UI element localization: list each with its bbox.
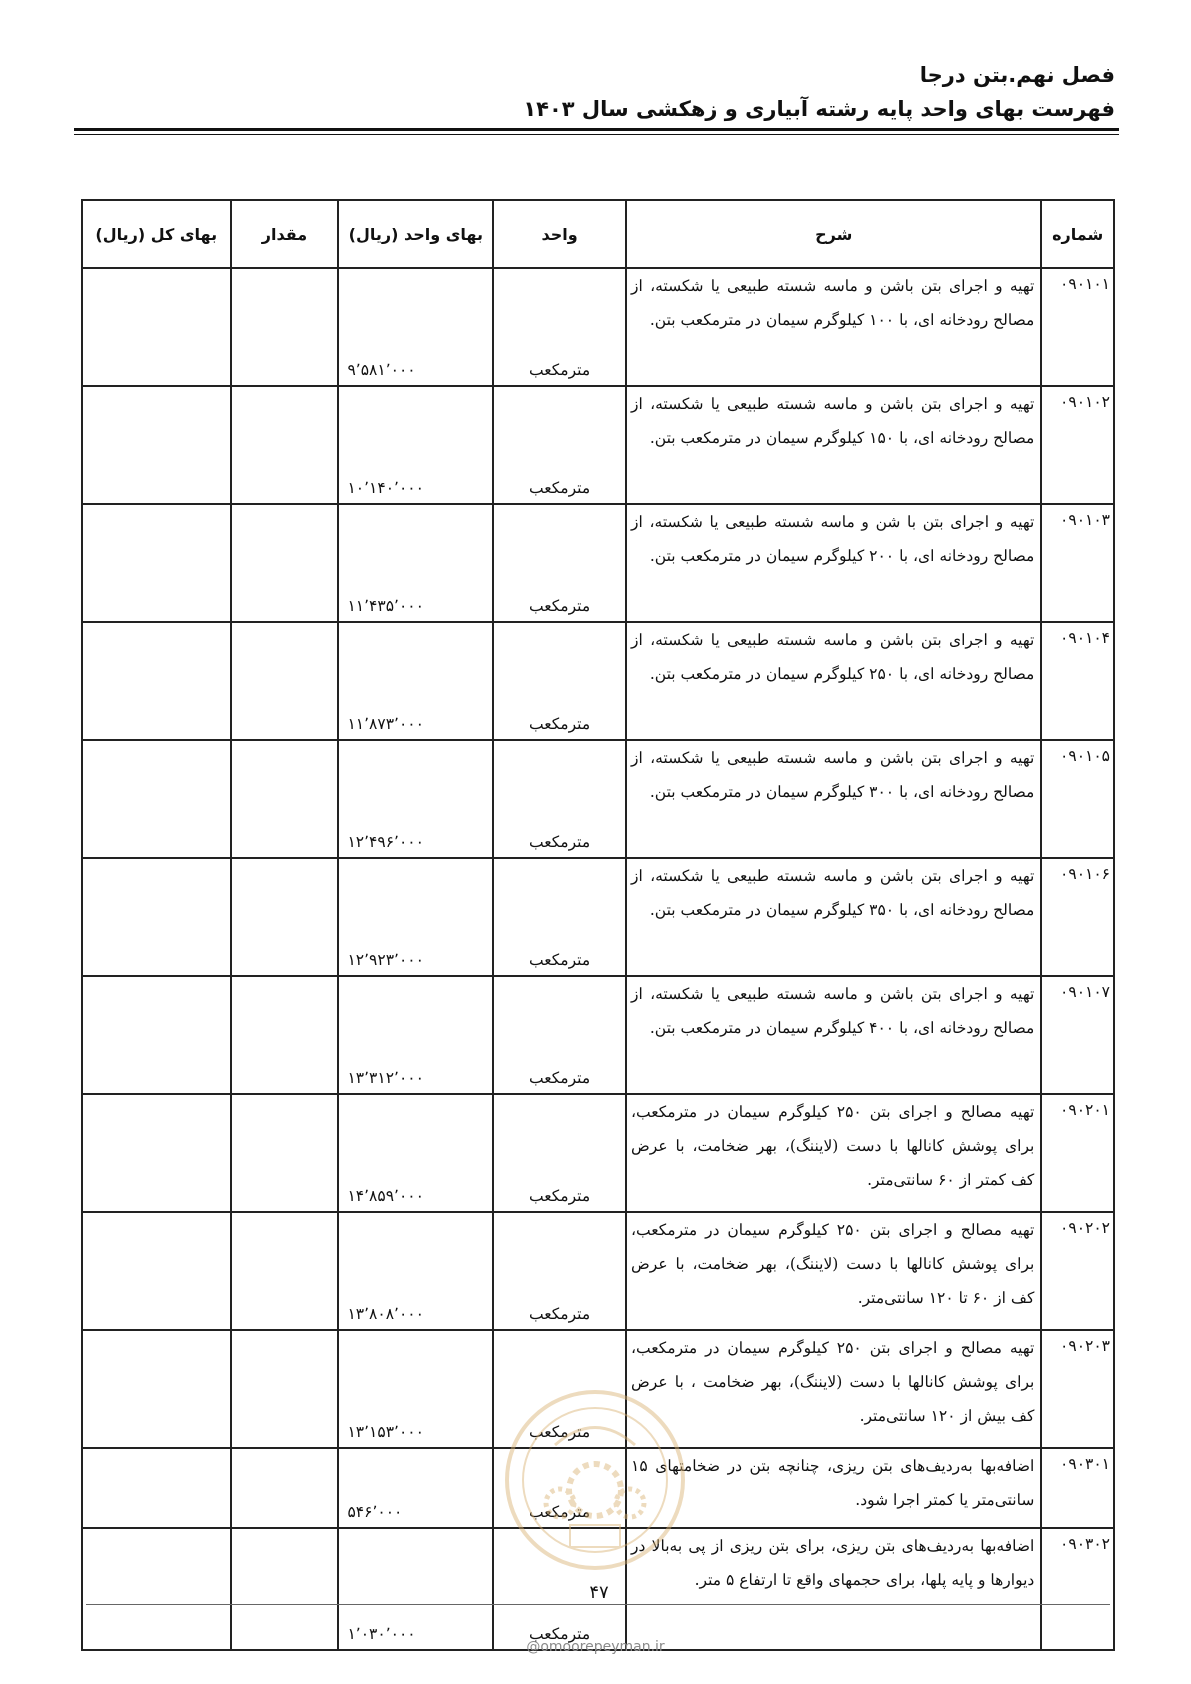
row-description: تهیه و اجرای بتن باشن و ماسه شسته طبیعی یا شکسته، از مصالح رودخانه ای، با ۲۵۰ کیلوگرم سیمان در مترمکعب بتن.: [626, 622, 1041, 740]
row-code: ۰۹۰۱۰۷: [1041, 976, 1114, 1094]
row-total: [82, 622, 231, 740]
row-total: [82, 1094, 231, 1212]
row-quantity: [231, 740, 339, 858]
row-unit: مترمکعب: [493, 1212, 626, 1330]
row-total: [82, 1330, 231, 1448]
row-unit: مترمکعب: [493, 268, 626, 386]
row-total: [82, 740, 231, 858]
header-rule-thick: [74, 128, 1119, 131]
row-unit-price: ۱۲٬۹۲۳٬۰۰۰: [338, 858, 493, 976]
row-code: ۰۹۰۱۰۵: [1041, 740, 1114, 858]
row-total: [82, 976, 231, 1094]
row-unit-price: ۱۲٬۴۹۶٬۰۰۰: [338, 740, 493, 858]
row-code: ۰۹۰۳۰۱: [1041, 1448, 1114, 1528]
row-total: [82, 1448, 231, 1528]
row-unit: مترمکعب: [493, 504, 626, 622]
row-quantity: [231, 1448, 339, 1528]
row-unit: مترمکعب: [493, 1330, 626, 1448]
row-quantity: [231, 1528, 339, 1650]
row-quantity: [231, 1330, 339, 1448]
row-total: [82, 1212, 231, 1330]
page-header: [523, 58, 1115, 126]
row-unit-price: ۱۳٬۳۱۲٬۰۰۰: [338, 976, 493, 1094]
row-total: [82, 504, 231, 622]
table-row: [82, 740, 1114, 858]
table-row: [82, 858, 1114, 976]
row-quantity: [231, 1212, 339, 1330]
website-watermark: @omoorepeyman.ir: [526, 1639, 665, 1655]
row-description: تهیه و اجرای بتن باشن و ماسه شسته طبیعی یا شکسته، از مصالح رودخانه ای، با ۴۰۰ کیلوگرم سیمان در مترمکعب بتن.: [626, 976, 1041, 1094]
row-description: تهیه مصالح و اجرای بتن ۲۵۰ کیلوگرم سیمان در مترمکعب، برای پوشش کانالها با دست (لایننگ)، بهر ضخامت، با عرض کف از ۶۰ تا ۱۲۰ سانتی‌متر.: [626, 1212, 1041, 1330]
watermark-seal-icon: [500, 1385, 690, 1575]
row-unit-price: ۱٬۰۳۰٬۰۰۰: [338, 1528, 493, 1650]
row-code: ۰۹۰۱۰۴: [1041, 622, 1114, 740]
row-unit-price: ۱۳٬۸۰۸٬۰۰۰: [338, 1212, 493, 1330]
header-unit-price: بهای واحد (ریال): [338, 200, 493, 268]
table-row: [82, 268, 1114, 386]
row-quantity: [231, 386, 339, 504]
table-row: [82, 622, 1114, 740]
row-description: تهیه و اجرای بتن باشن و ماسه شسته طبیعی یا شکسته، از مصالح رودخانه ای، با ۳۵۰ کیلوگرم سیمان در مترمکعب بتن.: [626, 858, 1041, 976]
row-description: تهیه و اجرای بتن باشن و ماسه شسته طبیعی یا شکسته، از مصالح رودخانه ای، با ۳۰۰ کیلوگرم سیمان در مترمکعب بتن.: [626, 740, 1041, 858]
row-unit-price: ۹٬۵۸۱٬۰۰۰: [338, 268, 493, 386]
row-code: ۰۹۰۲۰۳: [1041, 1330, 1114, 1448]
row-description: اضافه‌بها به‌ردیف‌های بتن ریزی، چنانچه بتن در ضخامتهای ۱۵ سانتی‌متر یا کمتر اجرا شود.: [626, 1448, 1041, 1528]
row-unit: مترمکعب: [493, 976, 626, 1094]
row-unit: مترمکعب: [493, 622, 626, 740]
row-quantity: [231, 622, 339, 740]
row-total: [82, 1528, 231, 1650]
row-total: [82, 268, 231, 386]
row-description: تهیه مصالح و اجرای بتن ۲۵۰ کیلوگرم سیمان در مترمکعب، برای پوشش کانالها با دست (لایننگ)، بهر ضخامت، با عرض کف کمتر از ۶۰ سانتی‌متر.: [626, 1094, 1041, 1212]
row-unit: مترمکعب: [493, 1448, 626, 1528]
page-number: ۴۷: [582, 1582, 616, 1603]
row-code: ۰۹۰۱۰۲: [1041, 386, 1114, 504]
row-unit-price: ۱۰٬۱۴۰٬۰۰۰: [338, 386, 493, 504]
header-total-price: بهای کل (ریال): [82, 200, 231, 268]
row-quantity: [231, 976, 339, 1094]
footer-rule: [86, 1604, 1110, 1605]
row-code: ۰۹۰۲۰۱: [1041, 1094, 1114, 1212]
row-description: تهیه و اجرای بتن باشن و ماسه شسته طبیعی یا شکسته، از مصالح رودخانه ای، با ۱۵۰ کیلوگرم سیمان در مترمکعب بتن.: [626, 386, 1041, 504]
table-row: [82, 504, 1114, 622]
header-description: شرح: [626, 200, 1041, 268]
header-rule-thin: [74, 134, 1119, 135]
row-code: ۰۹۰۱۰۶: [1041, 858, 1114, 976]
row-description: تهیه و اجرای بتن با شن و ماسه شسته طبیعی یا شکسته، از مصالح رودخانه ای، با ۲۰۰ کیلوگرم سیمان در مترمکعب بتن.: [626, 504, 1041, 622]
row-unit-price: ۵۴۶٬۰۰۰: [338, 1448, 493, 1528]
row-total: [82, 386, 231, 504]
row-quantity: [231, 858, 339, 976]
table-row: [82, 1094, 1114, 1212]
row-unit-price: ۱۱٬۴۳۵٬۰۰۰: [338, 504, 493, 622]
row-description: تهیه مصالح و اجرای بتن ۲۵۰ کیلوگرم سیمان در مترمکعب، برای پوشش کانالها با دست (لایننگ)، بهر ضخامت ، با عرض کف بیش از ۱۲۰ سانتی‌متر.: [626, 1330, 1041, 1448]
header-code: شماره: [1041, 200, 1114, 268]
row-unit: مترمکعب: [493, 740, 626, 858]
table-header-row: [82, 200, 1114, 268]
row-unit: مترمکعب: [493, 386, 626, 504]
row-unit: مترمکعب: [493, 858, 626, 976]
row-code: ۰۹۰۱۰۳: [1041, 504, 1114, 622]
row-unit-price: ۱۳٬۱۵۳٬۰۰۰: [338, 1330, 493, 1448]
row-code: ۰۹۰۲۰۲: [1041, 1212, 1114, 1330]
row-unit: مترمکعب: [493, 1528, 626, 1650]
header-quantity: مقدار: [231, 200, 339, 268]
table-row: [82, 1212, 1114, 1330]
row-quantity: [231, 1094, 339, 1212]
row-description: تهیه و اجرای بتن باشن و ماسه شسته طبیعی یا شکسته، از مصالح رودخانه ای، با ۱۰۰ کیلوگرم سیمان در مترمکعب بتن.: [626, 268, 1041, 386]
row-unit-price: ۱۴٬۸۵۹٬۰۰۰: [338, 1094, 493, 1212]
document-title: فهرست بهای واحد پایه رشته آبیاری و زهکشی سال ۱۴۰۳: [523, 97, 1115, 121]
row-unit-price: ۱۱٬۸۷۳٬۰۰۰: [338, 622, 493, 740]
row-code: ۰۹۰۱۰۱: [1041, 268, 1114, 386]
row-code: ۰۹۰۳۰۲: [1041, 1528, 1114, 1650]
chapter-title: فصل نهم.بتن درجا: [919, 63, 1115, 87]
row-total: [82, 858, 231, 976]
table-row: [82, 386, 1114, 504]
row-unit: مترمکعب: [493, 1094, 626, 1212]
table-row: [82, 976, 1114, 1094]
row-description: اضافه‌بها به‌ردیف‌های بتن ریزی، برای بتن ریزی از پی به‌بالا در دیوارها و پایه پلها، برای حجمهای واقع تا ارتفاع ۵ متر.: [626, 1528, 1041, 1650]
header-unit: واحد: [493, 200, 626, 268]
row-quantity: [231, 268, 339, 386]
row-quantity: [231, 504, 339, 622]
